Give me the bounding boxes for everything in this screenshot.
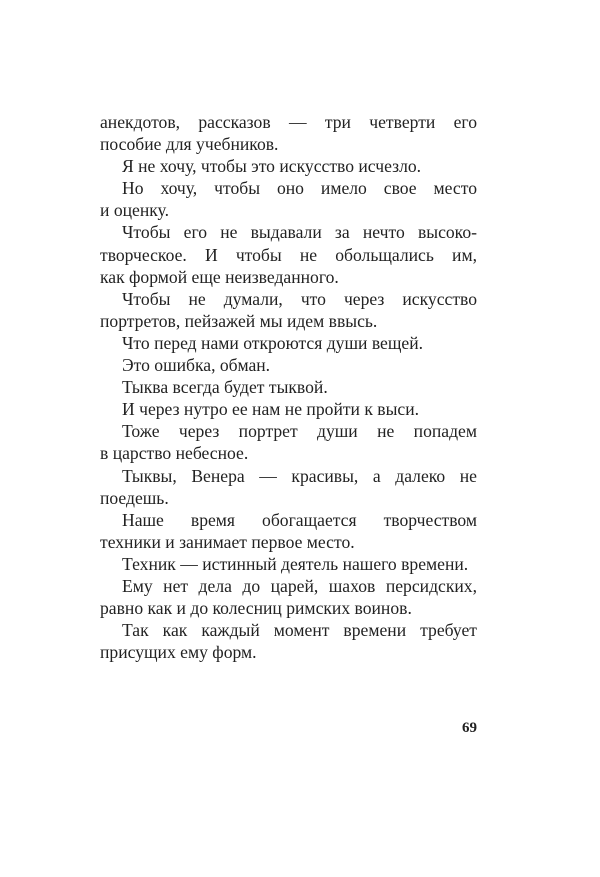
text-line: Тыквы, Венера — красивы, а далеко не [122,465,477,486]
text-line: присущих ему форм. [100,642,257,663]
text-line: поедешь. [100,487,169,508]
text-line: равно как и до колесниц римских воинов. [100,598,412,619]
text-line: техники и занимает первое место. [100,531,355,552]
text-line: анекдотов, рассказов — три четверти его [100,112,477,132]
text-line: Чтобы его не выдавали за нечто высоко- [122,222,477,243]
text-line: Я не хочу, чтобы это искусство исчезло. [122,156,422,177]
text-line: Техник — истинный деятель нашего времени. [122,553,469,574]
text-line: Наше время обогащается творчеством [122,509,477,530]
text-line: как формой еще неизведанного. [100,266,339,287]
text-line: пособие для учебников. [100,134,279,155]
text-line: Тыква всегда будет тыквой. [122,377,328,398]
text-line: Но хочу, чтобы оно имело свое место [122,178,477,199]
text-line: Тоже через портрет души не попадем [122,421,477,442]
text-line: Это ошибка, обман. [122,355,271,376]
page-body-text [100,111,477,663]
text-line: портретов, пейзажей мы идем ввысь. [100,310,378,331]
text-line: и оценку. [100,200,169,221]
page-number: 69 [462,720,477,736]
text-line: Так как каждый момент времени требует [122,620,477,641]
text-line: Ему нет дела до царей, шахов персидских, [122,575,477,596]
text-line: И через нутро ее нам не пройти к выси. [122,399,420,420]
text-line: Что перед нами откроются души вещей. [122,332,424,353]
text-line: Чтобы не думали, что через искусство [122,288,477,309]
text-line: в царство небесное. [100,443,249,464]
text-line: творческое. И чтобы не обольщались им, [100,244,477,265]
